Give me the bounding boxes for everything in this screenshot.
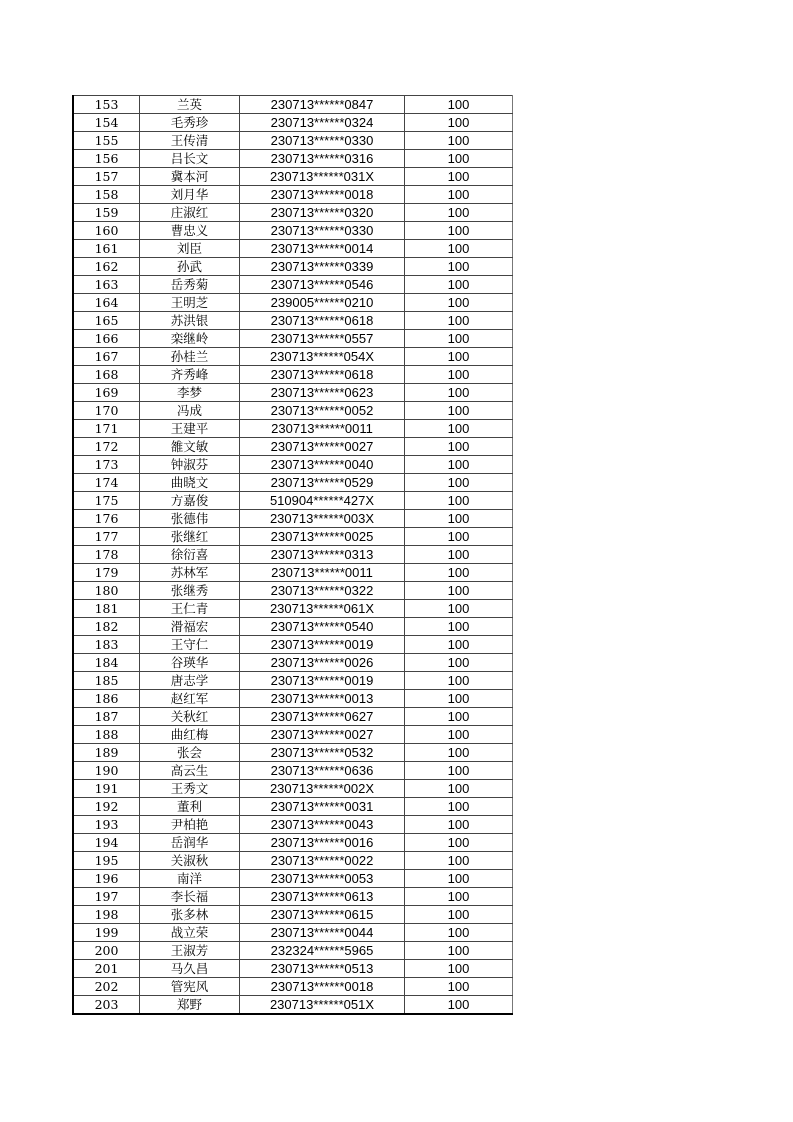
name-cell: 刘臣	[140, 240, 240, 258]
row-number-cell: 181	[73, 600, 140, 618]
name-cell: 关秋红	[140, 708, 240, 726]
score-cell: 100	[405, 294, 513, 312]
id-number-cell: 230713******0018	[240, 186, 405, 204]
name-cell: 王秀文	[140, 780, 240, 798]
name-cell: 兰英	[140, 96, 240, 114]
row-number-cell: 193	[73, 816, 140, 834]
row-number-cell: 168	[73, 366, 140, 384]
id-number-cell: 230713******061X	[240, 600, 405, 618]
name-cell: 赵红军	[140, 690, 240, 708]
name-cell: 刘月华	[140, 186, 240, 204]
name-cell: 高云生	[140, 762, 240, 780]
row-number-cell: 154	[73, 114, 140, 132]
id-number-cell: 230713******0043	[240, 816, 405, 834]
score-cell: 100	[405, 114, 513, 132]
row-number-cell: 196	[73, 870, 140, 888]
row-number-cell: 158	[73, 186, 140, 204]
id-number-cell: 230713******051X	[240, 996, 405, 1015]
id-number-cell: 230713******002X	[240, 780, 405, 798]
score-cell: 100	[405, 240, 513, 258]
score-cell: 100	[405, 150, 513, 168]
table-row	[73, 798, 513, 816]
row-number-cell: 162	[73, 258, 140, 276]
id-number-cell: 230713******054X	[240, 348, 405, 366]
row-number-cell: 201	[73, 960, 140, 978]
row-number-cell: 179	[73, 564, 140, 582]
row-number-cell: 189	[73, 744, 140, 762]
name-cell: 郑野	[140, 996, 240, 1015]
table-row	[73, 528, 513, 546]
id-number-cell: 230713******0014	[240, 240, 405, 258]
id-number-cell: 230713******0618	[240, 366, 405, 384]
score-cell: 100	[405, 690, 513, 708]
row-number-cell: 163	[73, 276, 140, 294]
row-number-cell: 194	[73, 834, 140, 852]
name-cell: 冯成	[140, 402, 240, 420]
name-cell: 南洋	[140, 870, 240, 888]
row-number-cell: 155	[73, 132, 140, 150]
row-number-cell: 170	[73, 402, 140, 420]
id-number-cell: 230713******0044	[240, 924, 405, 942]
name-cell: 张德伟	[140, 510, 240, 528]
id-number-cell: 230713******0022	[240, 852, 405, 870]
score-cell: 100	[405, 924, 513, 942]
score-cell: 100	[405, 528, 513, 546]
score-cell: 100	[405, 186, 513, 204]
name-cell: 战立荣	[140, 924, 240, 942]
score-cell: 100	[405, 330, 513, 348]
table-row	[73, 888, 513, 906]
row-number-cell: 175	[73, 492, 140, 510]
table-row	[73, 474, 513, 492]
table-row	[73, 834, 513, 852]
name-cell: 李梦	[140, 384, 240, 402]
row-number-cell: 156	[73, 150, 140, 168]
id-number-cell: 230713******0027	[240, 438, 405, 456]
table-row	[73, 168, 513, 186]
id-number-cell: 230713******0052	[240, 402, 405, 420]
name-cell: 王建平	[140, 420, 240, 438]
score-cell: 100	[405, 744, 513, 762]
score-cell: 100	[405, 132, 513, 150]
name-cell: 王淑芳	[140, 942, 240, 960]
id-number-cell: 230713******0623	[240, 384, 405, 402]
name-cell: 王仁青	[140, 600, 240, 618]
name-cell: 冀本河	[140, 168, 240, 186]
table-row	[73, 726, 513, 744]
table-row	[73, 618, 513, 636]
table-row	[73, 654, 513, 672]
score-cell: 100	[405, 906, 513, 924]
id-number-cell: 230713******0011	[240, 420, 405, 438]
name-cell: 李长福	[140, 888, 240, 906]
table-row	[73, 852, 513, 870]
row-number-cell: 197	[73, 888, 140, 906]
row-number-cell: 171	[73, 420, 140, 438]
name-cell: 谷瑛华	[140, 654, 240, 672]
row-number-cell: 169	[73, 384, 140, 402]
id-number-cell: 230713******0324	[240, 114, 405, 132]
name-cell: 王明芝	[140, 294, 240, 312]
score-cell: 100	[405, 708, 513, 726]
score-cell: 100	[405, 474, 513, 492]
id-number-cell: 230713******003X	[240, 510, 405, 528]
table-row	[73, 276, 513, 294]
id-number-cell: 230713******0847	[240, 96, 405, 114]
score-cell: 100	[405, 672, 513, 690]
name-cell: 曹忠义	[140, 222, 240, 240]
table-row	[73, 978, 513, 996]
id-number-cell: 230713******0011	[240, 564, 405, 582]
row-number-cell: 187	[73, 708, 140, 726]
name-cell: 尹柏艳	[140, 816, 240, 834]
table-row	[73, 636, 513, 654]
name-cell: 栾继岭	[140, 330, 240, 348]
score-cell: 100	[405, 546, 513, 564]
name-cell: 曲晓文	[140, 474, 240, 492]
row-number-cell: 203	[73, 996, 140, 1015]
table-row	[73, 924, 513, 942]
table-row	[73, 420, 513, 438]
table-row	[73, 222, 513, 240]
table-row	[73, 366, 513, 384]
table-row	[73, 330, 513, 348]
table-row	[73, 312, 513, 330]
name-cell: 张继红	[140, 528, 240, 546]
id-number-cell: 230713******0330	[240, 132, 405, 150]
table-row	[73, 96, 513, 114]
row-number-cell: 192	[73, 798, 140, 816]
id-number-cell: 230713******0018	[240, 978, 405, 996]
table-row	[73, 510, 513, 528]
name-cell: 徐衍喜	[140, 546, 240, 564]
row-number-cell: 188	[73, 726, 140, 744]
row-number-cell: 190	[73, 762, 140, 780]
id-number-cell: 230713******0557	[240, 330, 405, 348]
roster-table	[72, 95, 513, 1015]
score-cell: 100	[405, 996, 513, 1015]
table-row	[73, 384, 513, 402]
table-row	[73, 294, 513, 312]
name-cell: 王传清	[140, 132, 240, 150]
id-number-cell: 230713******0013	[240, 690, 405, 708]
table-row	[73, 906, 513, 924]
score-cell: 100	[405, 96, 513, 114]
name-cell: 曲红梅	[140, 726, 240, 744]
row-number-cell: 159	[73, 204, 140, 222]
score-cell: 100	[405, 222, 513, 240]
score-cell: 100	[405, 834, 513, 852]
name-cell: 张多林	[140, 906, 240, 924]
score-cell: 100	[405, 960, 513, 978]
id-number-cell: 230713******0019	[240, 636, 405, 654]
name-cell: 管宪风	[140, 978, 240, 996]
score-cell: 100	[405, 942, 513, 960]
row-number-cell: 183	[73, 636, 140, 654]
table-row	[73, 708, 513, 726]
score-cell: 100	[405, 258, 513, 276]
score-cell: 100	[405, 402, 513, 420]
name-cell: 方嘉俊	[140, 492, 240, 510]
score-cell: 100	[405, 636, 513, 654]
name-cell: 关淑秋	[140, 852, 240, 870]
row-number-cell: 172	[73, 438, 140, 456]
roster-table-body	[73, 96, 513, 1015]
id-number-cell: 230713******0320	[240, 204, 405, 222]
id-number-cell: 230713******0053	[240, 870, 405, 888]
name-cell: 孙武	[140, 258, 240, 276]
name-cell: 吕长文	[140, 150, 240, 168]
id-number-cell: 230713******0618	[240, 312, 405, 330]
row-number-cell: 195	[73, 852, 140, 870]
row-number-cell: 200	[73, 942, 140, 960]
name-cell: 毛秀珍	[140, 114, 240, 132]
table-row	[73, 114, 513, 132]
id-number-cell: 230713******0025	[240, 528, 405, 546]
table-row	[73, 564, 513, 582]
score-cell: 100	[405, 456, 513, 474]
table-row	[73, 870, 513, 888]
score-cell: 100	[405, 654, 513, 672]
score-cell: 100	[405, 870, 513, 888]
id-number-cell: 230713******0026	[240, 654, 405, 672]
row-number-cell: 153	[73, 96, 140, 114]
table-row	[73, 690, 513, 708]
score-cell: 100	[405, 978, 513, 996]
name-cell: 苏洪银	[140, 312, 240, 330]
score-cell: 100	[405, 348, 513, 366]
score-cell: 100	[405, 582, 513, 600]
id-number-cell: 230713******0532	[240, 744, 405, 762]
score-cell: 100	[405, 798, 513, 816]
row-number-cell: 184	[73, 654, 140, 672]
id-number-cell: 230713******0615	[240, 906, 405, 924]
score-cell: 100	[405, 852, 513, 870]
name-cell: 王守仁	[140, 636, 240, 654]
score-cell: 100	[405, 780, 513, 798]
id-number-cell: 230713******0546	[240, 276, 405, 294]
name-cell: 张会	[140, 744, 240, 762]
row-number-cell: 164	[73, 294, 140, 312]
table-row	[73, 744, 513, 762]
id-number-cell: 230713******0330	[240, 222, 405, 240]
id-number-cell: 230713******0316	[240, 150, 405, 168]
table-row	[73, 780, 513, 798]
id-number-cell: 230713******0313	[240, 546, 405, 564]
score-cell: 100	[405, 420, 513, 438]
table-row	[73, 240, 513, 258]
score-cell: 100	[405, 168, 513, 186]
name-cell: 马久昌	[140, 960, 240, 978]
row-number-cell: 177	[73, 528, 140, 546]
row-number-cell: 199	[73, 924, 140, 942]
row-number-cell: 160	[73, 222, 140, 240]
name-cell: 庄淑红	[140, 204, 240, 222]
score-cell: 100	[405, 204, 513, 222]
name-cell: 董利	[140, 798, 240, 816]
table-row	[73, 258, 513, 276]
score-cell: 100	[405, 276, 513, 294]
score-cell: 100	[405, 726, 513, 744]
id-number-cell: 230713******0019	[240, 672, 405, 690]
row-number-cell: 191	[73, 780, 140, 798]
name-cell: 雒文敏	[140, 438, 240, 456]
table-row	[73, 996, 513, 1015]
id-number-cell: 230713******0016	[240, 834, 405, 852]
row-number-cell: 166	[73, 330, 140, 348]
table-row	[73, 816, 513, 834]
row-number-cell: 186	[73, 690, 140, 708]
score-cell: 100	[405, 438, 513, 456]
id-number-cell: 230713******031X	[240, 168, 405, 186]
row-number-cell: 167	[73, 348, 140, 366]
row-number-cell: 178	[73, 546, 140, 564]
row-number-cell: 182	[73, 618, 140, 636]
table-row	[73, 492, 513, 510]
table-row	[73, 402, 513, 420]
table-row	[73, 348, 513, 366]
row-number-cell: 161	[73, 240, 140, 258]
name-cell: 滑福宏	[140, 618, 240, 636]
table-row	[73, 582, 513, 600]
row-number-cell: 202	[73, 978, 140, 996]
score-cell: 100	[405, 492, 513, 510]
row-number-cell: 180	[73, 582, 140, 600]
name-cell: 孙桂兰	[140, 348, 240, 366]
table-row	[73, 942, 513, 960]
row-number-cell: 173	[73, 456, 140, 474]
id-number-cell: 230713******0613	[240, 888, 405, 906]
row-number-cell: 165	[73, 312, 140, 330]
table-row	[73, 762, 513, 780]
table-row	[73, 546, 513, 564]
id-number-cell: 230713******0031	[240, 798, 405, 816]
name-cell: 岳润华	[140, 834, 240, 852]
row-number-cell: 185	[73, 672, 140, 690]
table-row	[73, 960, 513, 978]
name-cell: 唐志学	[140, 672, 240, 690]
id-number-cell: 230713******0339	[240, 258, 405, 276]
table-row	[73, 456, 513, 474]
id-number-cell: 230713******0627	[240, 708, 405, 726]
score-cell: 100	[405, 564, 513, 582]
name-cell: 岳秀菊	[140, 276, 240, 294]
id-number-cell: 230713******0513	[240, 960, 405, 978]
row-number-cell: 174	[73, 474, 140, 492]
id-number-cell: 230713******0040	[240, 456, 405, 474]
table-row	[73, 600, 513, 618]
name-cell: 齐秀峰	[140, 366, 240, 384]
table-row	[73, 132, 513, 150]
row-number-cell: 198	[73, 906, 140, 924]
id-number-cell: 510904******427X	[240, 492, 405, 510]
table-row	[73, 150, 513, 168]
table-row	[73, 672, 513, 690]
table-row	[73, 438, 513, 456]
id-number-cell: 230713******0027	[240, 726, 405, 744]
score-cell: 100	[405, 618, 513, 636]
score-cell: 100	[405, 510, 513, 528]
score-cell: 100	[405, 384, 513, 402]
name-cell: 张继秀	[140, 582, 240, 600]
id-number-cell: 232324******5965	[240, 942, 405, 960]
name-cell: 钟淑芬	[140, 456, 240, 474]
name-cell: 苏林军	[140, 564, 240, 582]
id-number-cell: 239005******0210	[240, 294, 405, 312]
id-number-cell: 230713******0636	[240, 762, 405, 780]
id-number-cell: 230713******0322	[240, 582, 405, 600]
table-row	[73, 204, 513, 222]
score-cell: 100	[405, 888, 513, 906]
score-cell: 100	[405, 366, 513, 384]
id-number-cell: 230713******0529	[240, 474, 405, 492]
score-cell: 100	[405, 312, 513, 330]
table-row	[73, 186, 513, 204]
row-number-cell: 176	[73, 510, 140, 528]
score-cell: 100	[405, 600, 513, 618]
score-cell: 100	[405, 762, 513, 780]
id-number-cell: 230713******0540	[240, 618, 405, 636]
score-cell: 100	[405, 816, 513, 834]
row-number-cell: 157	[73, 168, 140, 186]
